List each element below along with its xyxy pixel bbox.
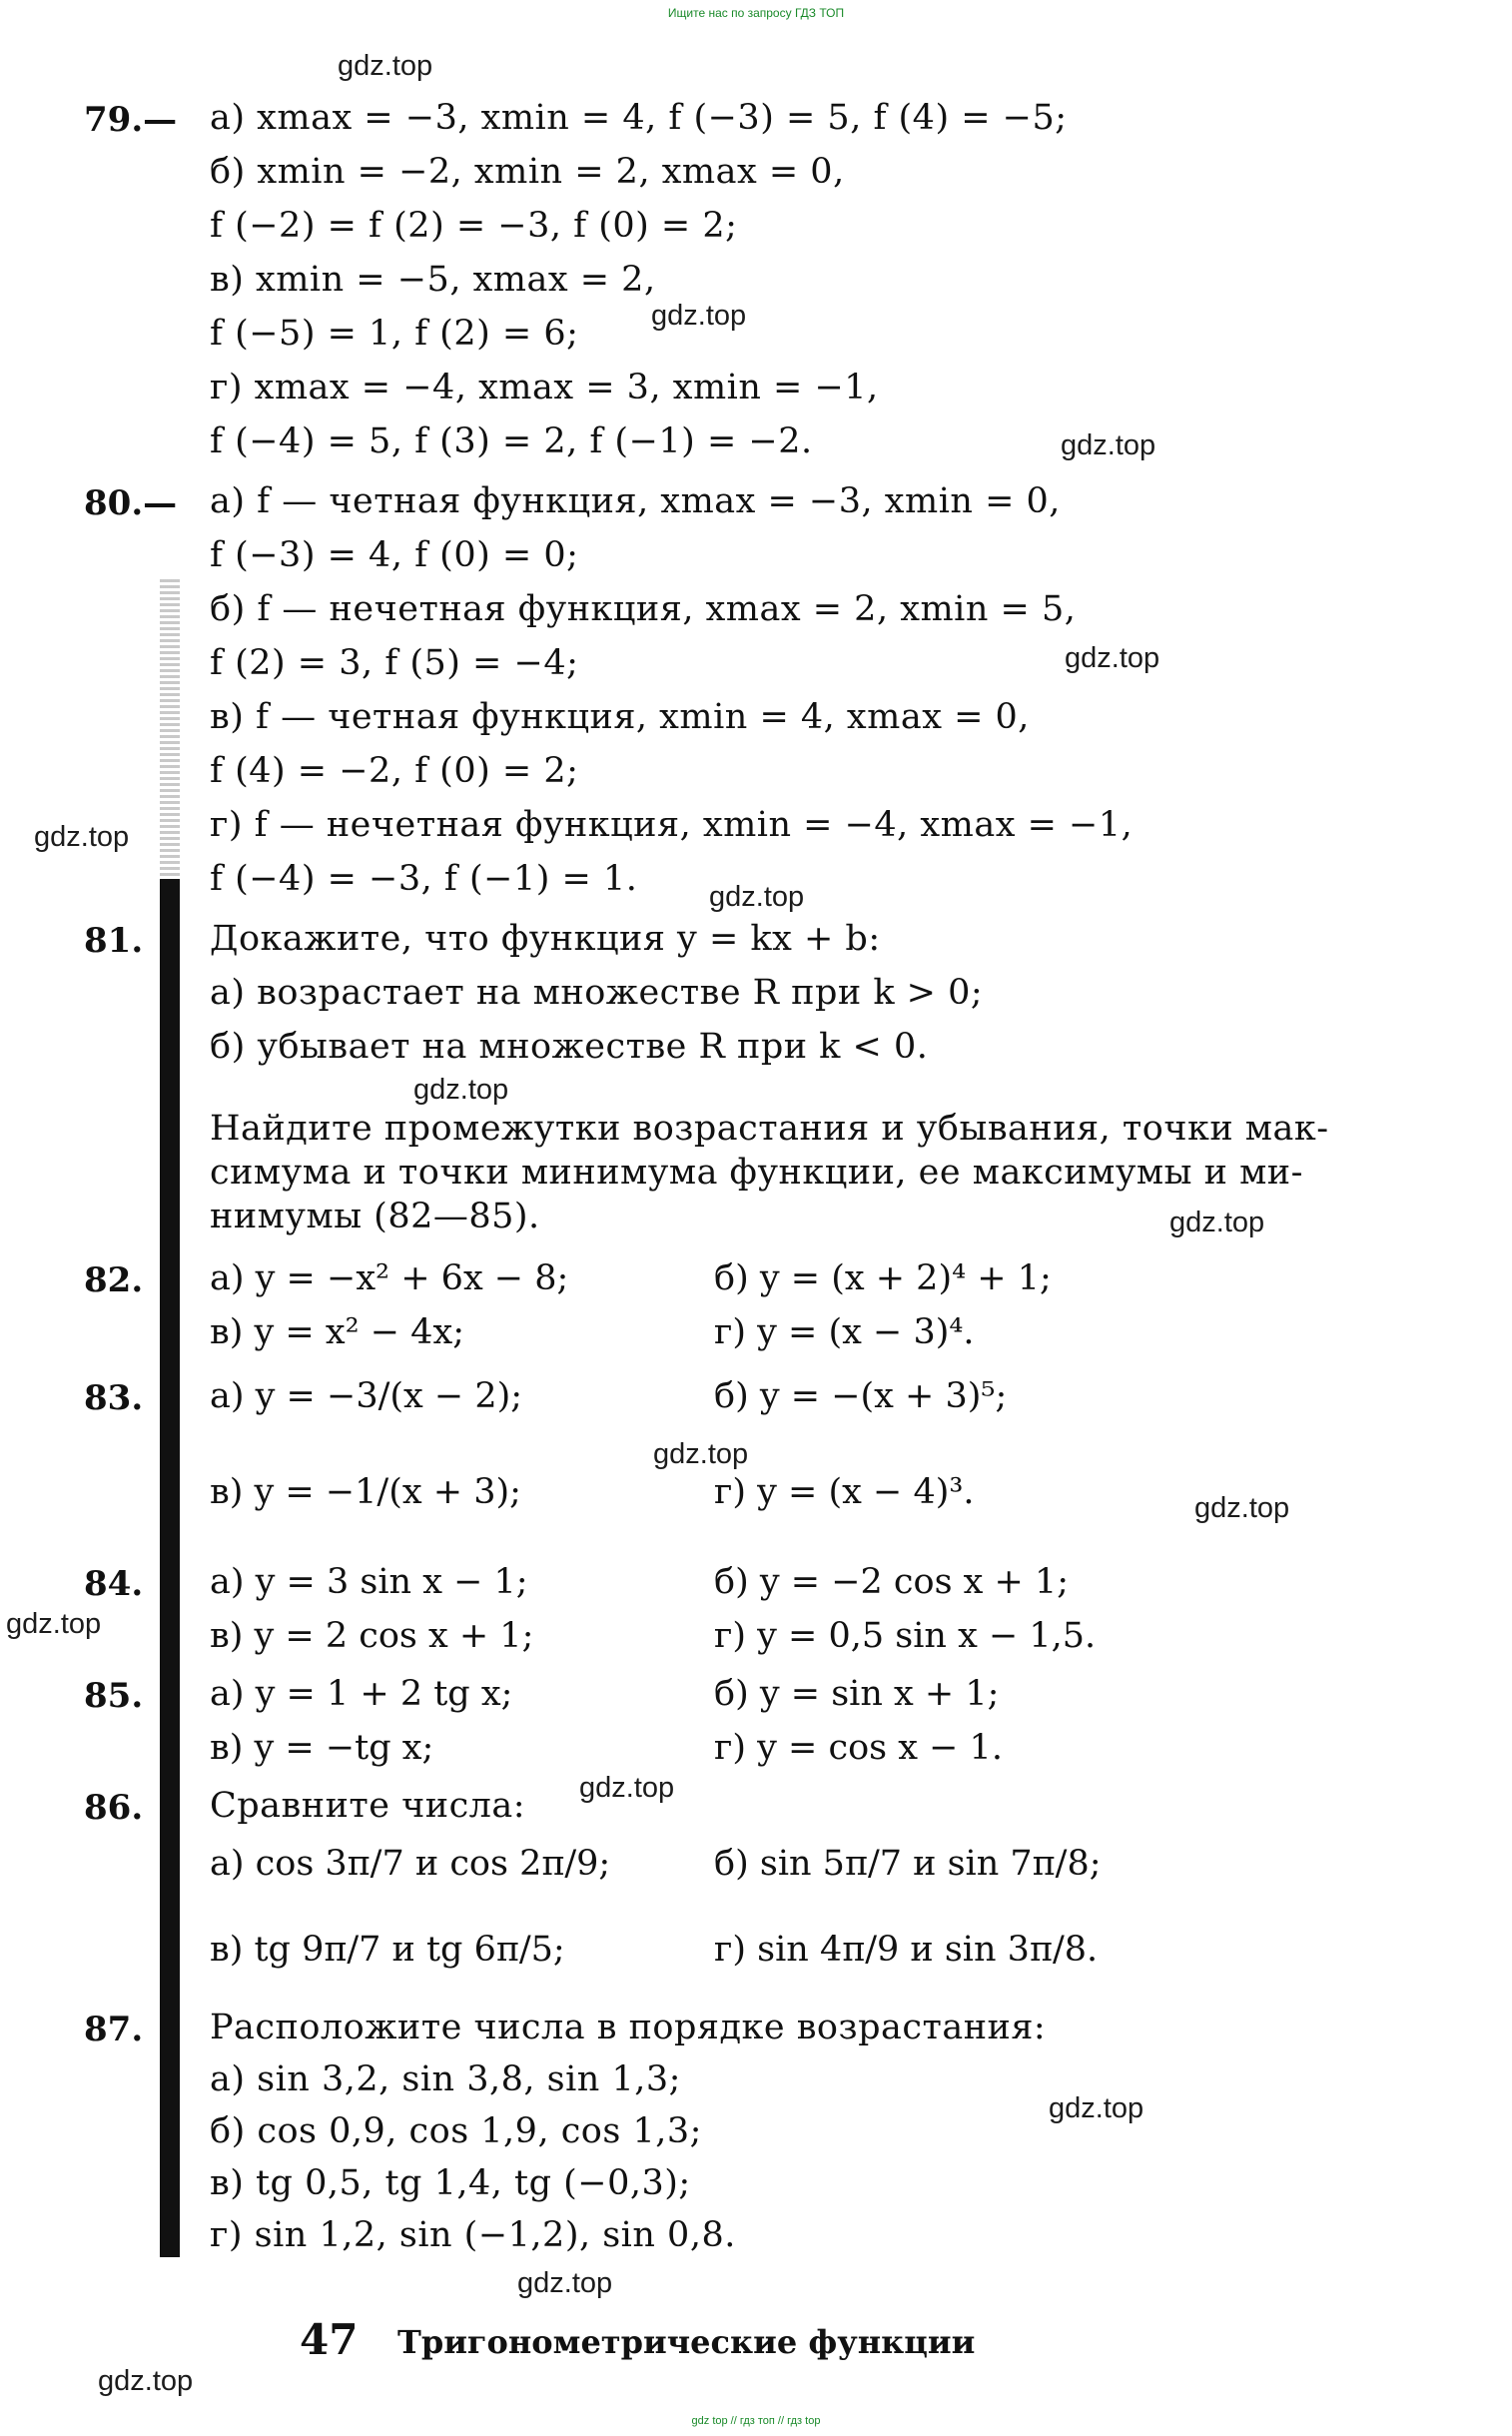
problem-number: 81. bbox=[84, 921, 144, 961]
problem-number: 82. bbox=[84, 1260, 144, 1300]
problem-line: б) убывает на множестве R при k < 0. bbox=[210, 1027, 929, 1067]
margin-bar bbox=[160, 879, 180, 2257]
item-right: б) y = (x + 2)⁴ + 1; bbox=[714, 1258, 1052, 1298]
item-right: б) y = −2 cos x + 1; bbox=[714, 1562, 1070, 1602]
problem-number: 79.— bbox=[84, 100, 178, 140]
problem-line: б) xmin = −2, xmin = 2, xmax = 0, bbox=[210, 152, 845, 192]
header-note: Ищите нас по запросу ГДЗ ТОП bbox=[667, 6, 845, 20]
item-right: г) y = (x − 4)³. bbox=[714, 1472, 975, 1512]
watermark: gdz.top bbox=[579, 1772, 675, 1804]
problem-number: 80.— bbox=[84, 483, 178, 523]
problem-line: Докажите, что функция y = kx + b: bbox=[210, 919, 881, 959]
item-right: г) y = 0,5 sin x − 1,5. bbox=[714, 1616, 1097, 1656]
item-right: г) y = (x − 3)⁴. bbox=[714, 1312, 975, 1352]
item-left: в) y = −tg x; bbox=[210, 1728, 434, 1768]
problem-number: 85. bbox=[84, 1676, 144, 1716]
problem-number: 83. bbox=[84, 1378, 144, 1418]
item-left: в) y = −1/(x + 3); bbox=[210, 1472, 521, 1512]
problem-line: f (−4) = 5, f (3) = 2, f (−1) = −2. bbox=[210, 421, 813, 461]
footer-note: gdz top // гдз топ // гдз top bbox=[691, 2415, 821, 2427]
problem-number: 84. bbox=[84, 1564, 144, 1604]
problem-line: f (2) = 3, f (5) = −4; bbox=[210, 643, 579, 683]
problem-line: в) f — четная функция, xmin = 4, xmax = 0, bbox=[210, 697, 1030, 737]
watermark: gdz.top bbox=[34, 821, 130, 853]
watermark: gdz.top bbox=[98, 2365, 194, 2397]
item-left: а) y = 3 sin x − 1; bbox=[210, 1562, 528, 1602]
watermark: gdz.top bbox=[517, 2267, 613, 2299]
watermark: gdz.top bbox=[6, 1608, 102, 1640]
watermark: gdz.top bbox=[338, 50, 433, 82]
problem-line: б) f — нечетная функция, xmax = 2, xmin = 5, bbox=[210, 589, 1077, 629]
item-right: б) y = sin x + 1; bbox=[714, 1674, 1000, 1714]
problem-line: б) cos 0,9, cos 1,9, cos 1,3; bbox=[210, 2111, 702, 2151]
problem-line: а) f — четная функция, xmax = −3, xmin = 0, bbox=[210, 481, 1061, 521]
problem-number: 86. bbox=[84, 1788, 144, 1828]
item-left: в) tg 9π/7 и tg 6π/5; bbox=[210, 1930, 565, 1970]
item-left: а) y = 1 + 2 tg x; bbox=[210, 1674, 513, 1714]
watermark: gdz.top bbox=[1061, 429, 1156, 461]
problem-line: f (−5) = 1, f (2) = 6; bbox=[210, 314, 579, 354]
watermark: gdz.top bbox=[1194, 1492, 1290, 1524]
item-right: б) y = −(x + 3)⁵; bbox=[714, 1376, 1008, 1416]
problem-line: f (−3) = 4, f (0) = 0; bbox=[210, 535, 579, 575]
problem-line: f (−4) = −3, f (−1) = 1. bbox=[210, 859, 638, 899]
instruction-line: Найдите промежутки возрастания и убывания, точки мак- bbox=[210, 1109, 1329, 1149]
problem-line: f (−2) = f (2) = −3, f (0) = 2; bbox=[210, 206, 738, 246]
item-right: б) sin 5π/7 и sin 7π/8; bbox=[714, 1844, 1102, 1884]
watermark: gdz.top bbox=[1169, 1207, 1265, 1238]
problem-line: г) xmax = −4, xmax = 3, xmin = −1, bbox=[210, 368, 879, 407]
problem-line: а) xmax = −3, xmin = 4, f (−3) = 5, f (4) = −5; bbox=[210, 98, 1068, 138]
watermark: gdz.top bbox=[651, 300, 747, 332]
problem-line: в) xmin = −5, xmax = 2, bbox=[210, 260, 656, 300]
item-left: а) y = −3/(x − 2); bbox=[210, 1376, 523, 1416]
item-left: а) cos 3π/7 и cos 2π/9; bbox=[210, 1844, 611, 1884]
problem-line: в) tg 0,5, tg 1,4, tg (−0,3); bbox=[210, 2163, 691, 2203]
problem-line: г) sin 1,2, sin (−1,2), sin 0,8. bbox=[210, 2215, 736, 2255]
watermark: gdz.top bbox=[709, 881, 805, 913]
item-right: г) y = cos x − 1. bbox=[714, 1728, 1003, 1768]
problem-line: а) sin 3,2, sin 3,8, sin 1,3; bbox=[210, 2059, 681, 2099]
watermark: gdz.top bbox=[1049, 2092, 1144, 2124]
problem-line: f (4) = −2, f (0) = 2; bbox=[210, 751, 579, 791]
item-left: в) y = 2 cos x + 1; bbox=[210, 1616, 534, 1656]
item-left: а) y = −x² + 6x − 8; bbox=[210, 1258, 569, 1298]
item-left: в) y = x² − 4x; bbox=[210, 1312, 464, 1352]
watermark: gdz.top bbox=[1065, 642, 1160, 674]
instruction-line: симума и точки минимума функции, ее максимумы и ми- bbox=[210, 1153, 1303, 1193]
running-title: Тригонометрические функции bbox=[397, 2323, 976, 2361]
margin-bar-fade bbox=[160, 579, 180, 879]
watermark: gdz.top bbox=[413, 1074, 509, 1106]
problem-line: Расположите числа в порядке возрастания: bbox=[210, 2008, 1047, 2047]
problem-line: г) f — нечетная функция, xmin = −4, xmax = −1, bbox=[210, 805, 1134, 845]
problem-intro: Сравните числа: bbox=[210, 1786, 526, 1826]
problem-line: а) возрастает на множестве R при k > 0; bbox=[210, 973, 984, 1013]
item-right: г) sin 4π/9 и sin 3π/8. bbox=[714, 1930, 1099, 1970]
problem-number: 87. bbox=[84, 2010, 144, 2049]
watermark: gdz.top bbox=[653, 1438, 749, 1470]
instruction-line: нимумы (82—85). bbox=[210, 1197, 540, 1236]
page-number: 47 bbox=[300, 2315, 359, 2364]
